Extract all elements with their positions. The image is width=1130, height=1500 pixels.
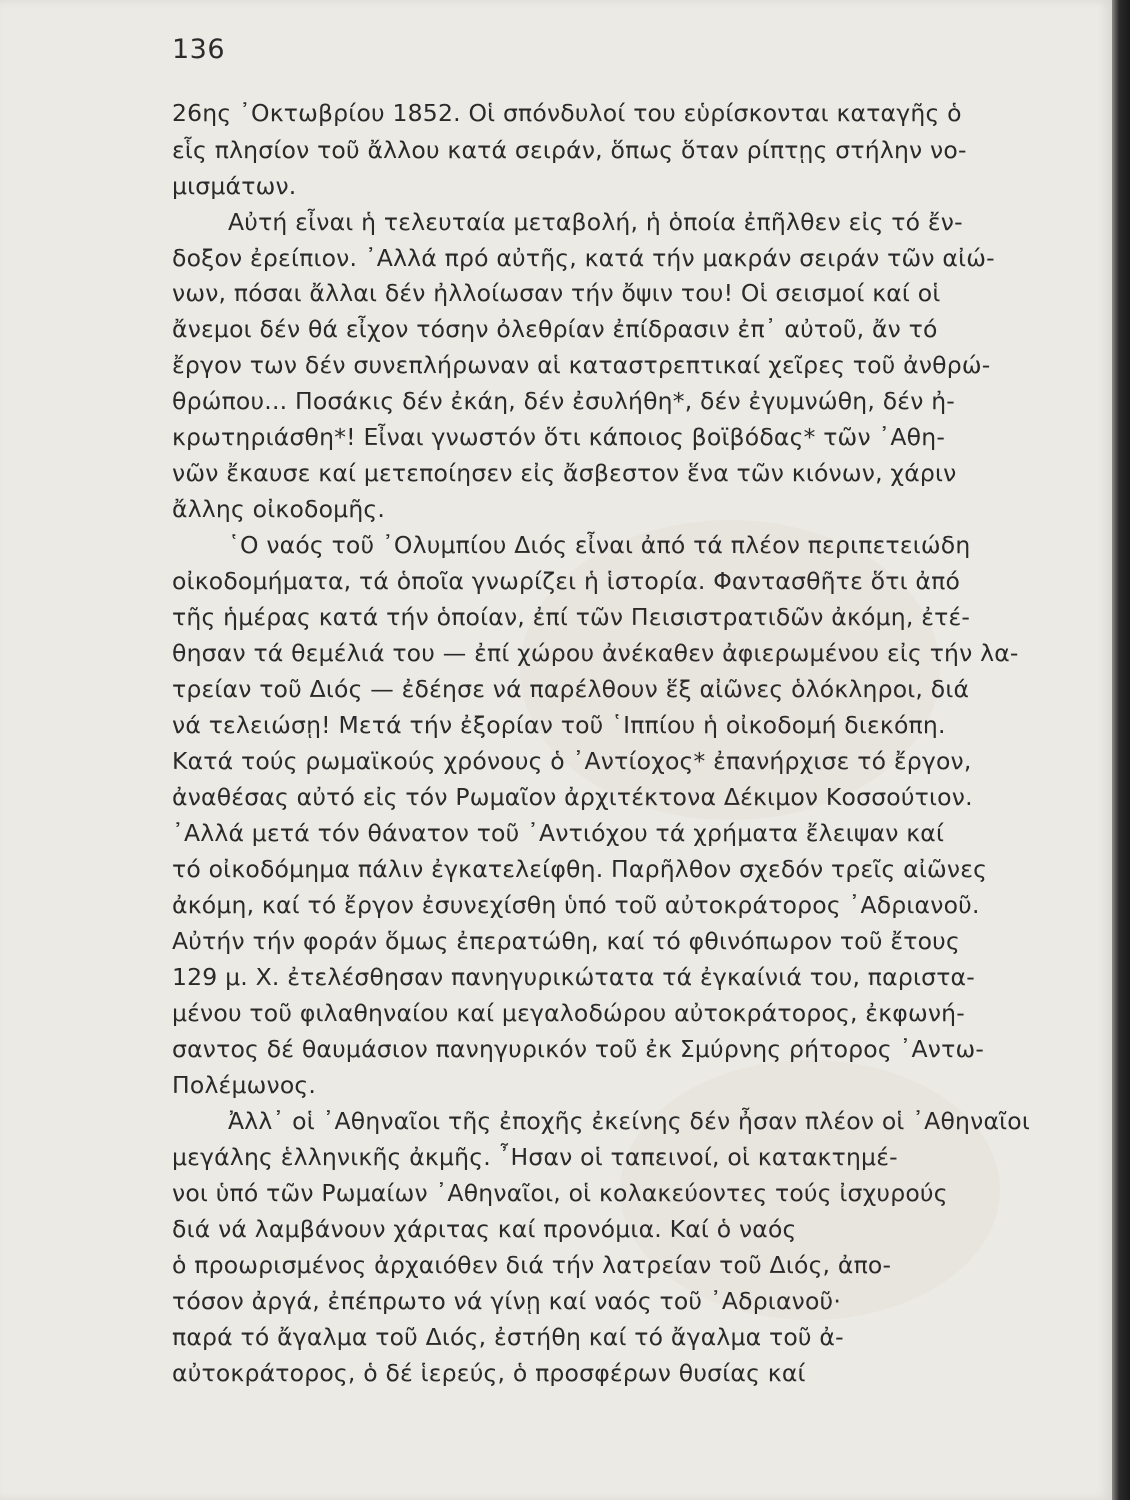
text-line: κρωτηριάσθη*! Εἶναι γνωστόν ὅτι κάποιος βοϊβόδας* τῶν ᾿Αθη- (172, 423, 946, 451)
text-line: ἄλλης οἰκοδομῆς. (172, 495, 386, 523)
text-line: νῶν ἔκαυσε καί μετεποίησεν εἰς ἄσβεστον ἕνα τῶν κιόνων, χάριν (172, 459, 957, 487)
text-line: Πολέμωνος. (172, 1071, 317, 1099)
page-number: 136 (172, 34, 226, 65)
text-line: 26ης ᾿Οκτωβρίου 1852. Οἱ σπόνδυλοί του εὑρίσκονται καταγῆς ὁ (172, 99, 962, 127)
paper-texture (520, 520, 940, 820)
text-line: δοξον ἐρείπιον. ᾿Αλλά πρό αὐτῆς, κατά τήν μακράν σειράν τῶν αἰώ- (172, 244, 995, 272)
text-line: νά τελειώσῃ! Μετά τήν ἐξορίαν τοῦ ῾Ιππίου ἡ οἰκοδομή διεκόπη. (172, 711, 946, 739)
text-line: 129 μ. Χ. ἐτελέσθησαν πανηγυρικώτατα τά ἐγκαίνιά του, παριστα- (172, 963, 975, 991)
text-line: τρείαν τοῦ Διός — ἐδέησε νά παρέλθουν ἕξ αἰῶνες ὁλόκληροι, διά (172, 675, 970, 703)
text-line: οἰκοδομήματα, τά ὁποῖα γνωρίζει ἡ ἱστορία. Φαντασθῆτε ὅτι ἀπό (172, 567, 961, 595)
text-line: Ἀλλ᾿ οἱ ᾿Αθηναῖοι τῆς ἐποχῆς ἐκείνης δέν ἦσαν πλέον οἱ ᾿Αθηναῖοι (228, 1107, 1031, 1135)
text-line: τό οἰκοδόμημα πάλιν ἐγκατελείφθη. Παρῆλθον σχεδόν τρεῖς αἰῶνες (172, 855, 988, 883)
page-edge-shadow (1112, 0, 1130, 1500)
text-line: τόσον ἀργά, ἐπέπρωτο νά γίνῃ καί ναός τοῦ ᾿Αδριανοῦ· (172, 1287, 842, 1315)
text-line: ἀναθέσας αὐτό εἰς τόν Ρωμαῖον ἀρχιτέκτονα Δέκιμον Κοσσούτιον. (172, 783, 973, 811)
text-line: ἔργον των δέν συνεπλήρωναν αἱ καταστρεπτικαί χεῖρες τοῦ ἀνθρώ- (172, 351, 991, 379)
text-line: νοι ὑπό τῶν Ρωμαίων ᾿Αθηναῖοι, οἱ κολακεύοντες τούς ἰσχυρούς (172, 1179, 948, 1207)
text-line: ᾿Αλλά μετά τόν θάνατον τοῦ ᾿Αντιόχου τά χρήματα ἔλειψαν καί (172, 819, 945, 847)
text-line: αὐτοκράτορος, ὁ δέ ἱερεύς, ὁ προσφέρων θυσίας καί (172, 1359, 806, 1387)
text-line: ἀκόμη, καί τό ἔργον ἐσυνεχίσθη ὑπό τοῦ αὐτοκράτορος ᾿Αδριανοῦ. (172, 891, 980, 919)
text-line: ῾Ο ναός τοῦ ᾿Ολυμπίου Διός εἶναι ἀπό τά πλέον περιπετειώδη (228, 531, 971, 559)
text-line: μένου τοῦ φιλαθηναίου καί μεγαλοδώρου αὐτοκράτορος, ἐκφωνή- (172, 999, 965, 1027)
text-line: διά νά λαμβάνουν χάριτας καί προνόμια. Καί ὁ ναός (172, 1215, 797, 1243)
text-line: τῆς ἡμέρας κατά τήν ὁποίαν, ἐπί τῶν Πεισιστρατιδῶν ἀκόμη, ἐτέ- (172, 603, 971, 631)
text-line: θησαν τά θεμέλιά του — ἐπί χώρου ἀνέκαθεν ἀφιερωμένου εἰς τήν λα- (172, 639, 1019, 667)
text-line: Κατά τούς ρωμαϊκούς χρόνους ὁ ᾿Αντίοχος* ἐπανήρχισε τό ἔργον, (172, 747, 972, 775)
text-line: θρώπου... Ποσάκις δέν ἐκάη, δέν ἐσυλήθη*, δέν ἐγυμνώθη, δέν ἠ- (172, 387, 955, 415)
text-line: μισμάτων. (172, 172, 297, 200)
text-line: Αὐτή εἶναι ἡ τελευταία μεταβολή, ἡ ὁποία ἐπῆλθεν εἰς τό ἔν- (228, 208, 963, 236)
text-line: μεγάλης ἑλληνικῆς ἀκμῆς. ῏Ησαν οἱ ταπεινοί, οἱ κατακτημέ- (172, 1143, 898, 1171)
text-line: παρά τό ἄγαλμα τοῦ Διός, ἐστήθη καί τό ἄγαλμα τοῦ ἀ- (172, 1323, 844, 1351)
text-line: ἄνεμοι δέν θά εἶχον τόσην ὀλεθρίαν ἐπίδρασιν ἐπ᾿ αὐτοῦ, ἄν τό (172, 315, 938, 343)
text-line: εἷς πλησίον τοῦ ἄλλου κατά σειράν, ὅπως ὅταν ρίπτῃς στήλην νο- (172, 136, 967, 164)
text-line: σαντος δέ θαυμάσιον πανηγυρικόν τοῦ ἐκ Σμύρνης ρήτορος ᾿Αντω- (172, 1035, 985, 1063)
text-line: Αὐτήν τήν φοράν ὅμως ἐπερατώθη, καί τό φθινόπωρον τοῦ ἔτους (172, 927, 960, 955)
text-line: νων, πόσαι ἄλλαι δέν ἠλλοίωσαν τήν ὄψιν του! Οἱ σεισμοί καί οἱ (172, 279, 941, 307)
text-line: ὁ προωρισμένος ἀρχαιόθεν διά τήν λατρείαν τοῦ Διός, ἀπο- (172, 1251, 892, 1279)
